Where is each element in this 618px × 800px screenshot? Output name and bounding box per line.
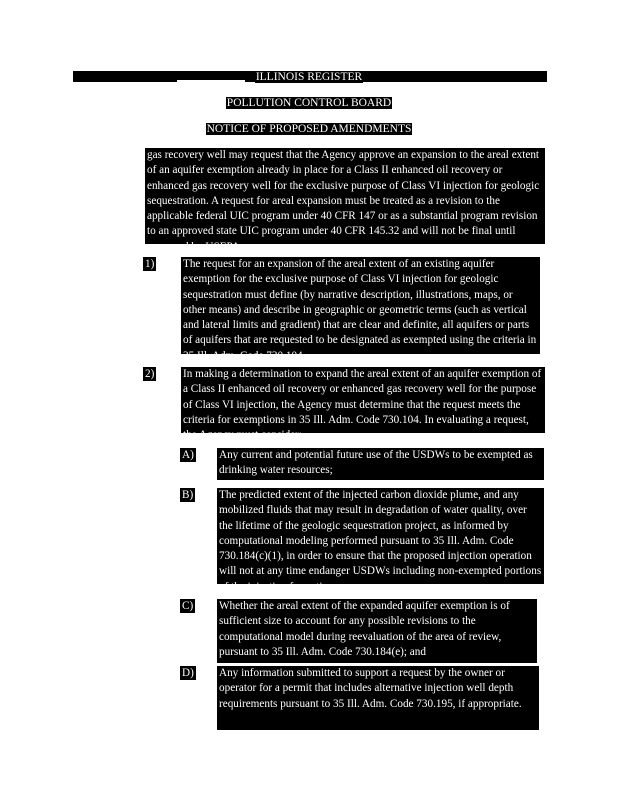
item-1-label: 1): [145, 258, 155, 270]
board-title: POLLUTION CONTROL BOARD: [226, 97, 392, 109]
subitem-c-text: Whether the areal extent of the expanded aquifer exemption is of sufficient size to account for any possible revisions to the computational model during reevaluation of the area of review, pursuant to 35 Ill. Adm. Code 730.184(e); and: [217, 599, 537, 663]
subitem-a-text: Any current and potential future use of the USDWs to be exempted as drinking water resources;: [217, 448, 544, 480]
subitem-d-label: D): [182, 667, 194, 679]
subitem-d-text: Any information submitted to support a request by the owner or operator for a permit that includes alternative injection well depth requirements pursuant to 35 Ill. Adm. Code 730.195, if appropriate.: [217, 666, 539, 730]
notice-title: NOTICE OF PROPOSED AMENDMENTS: [206, 123, 412, 135]
item-1-text: The request for an expansion of the areal extent of an existing aquifer exemption for the exclusive purpose of Class VI injection for geologic sequestration must define (by narrative description, illustrations, maps, or other means) and describe in geographic or geometric terms (such as vertical and lateral limits and gradient) that are clear and definite, all aquifers or parts of aquifers that are requested to be designated as exempted using the criteria in 35 Ill. Adm. Code 730.104.: [181, 257, 540, 354]
item-2-text: In making a determination to expand the areal extent of an aquifer exemption of a Class II enhanced oil recovery or enhanced gas recovery well for the purpose of Class VI injection, the Agency must determine that the request meets the criteria for exemptions in 35 Ill. Adm. Code 730.104. In evaluating a request, the Agency must consider:: [181, 367, 545, 433]
register-title: ILLINOIS REGISTER: [255, 71, 363, 83]
subitem-a-label: A): [182, 449, 194, 461]
subitem-b-text: The predicted extent of the injected carbon dioxide plume, and any mobilized fluids that may result in degradation of water quality, over the lifetime of the geologic sequestration project, as informed by computational modeling performed pursuant to 35 Ill. Adm. Code 730.184(c)(1), in order to ensure that the proposed injection operation will not at any time endanger USDWs including non-exempted portions of the injection formation;: [217, 488, 544, 584]
intro-paragraph: gas recovery well may request that the Agency approve an expansion to the areal extent of an aquifer exemption already in place for a Class II enhanced oil recovery or enhanced gas recovery well for the exclusive purpose of Class VI injection for geologic sequestration. A request for areal expansion must be treated as a revision to the applicable federal UIC program under 40 CFR 147 or as a substantial program revision to an approved state UIC program under 40 CFR 145.32 and will not be final until approved by USEPA.: [145, 148, 545, 244]
subitem-c-label: C): [182, 600, 194, 612]
subitem-b-label: B): [182, 489, 194, 501]
item-2-label: 2): [145, 368, 155, 380]
